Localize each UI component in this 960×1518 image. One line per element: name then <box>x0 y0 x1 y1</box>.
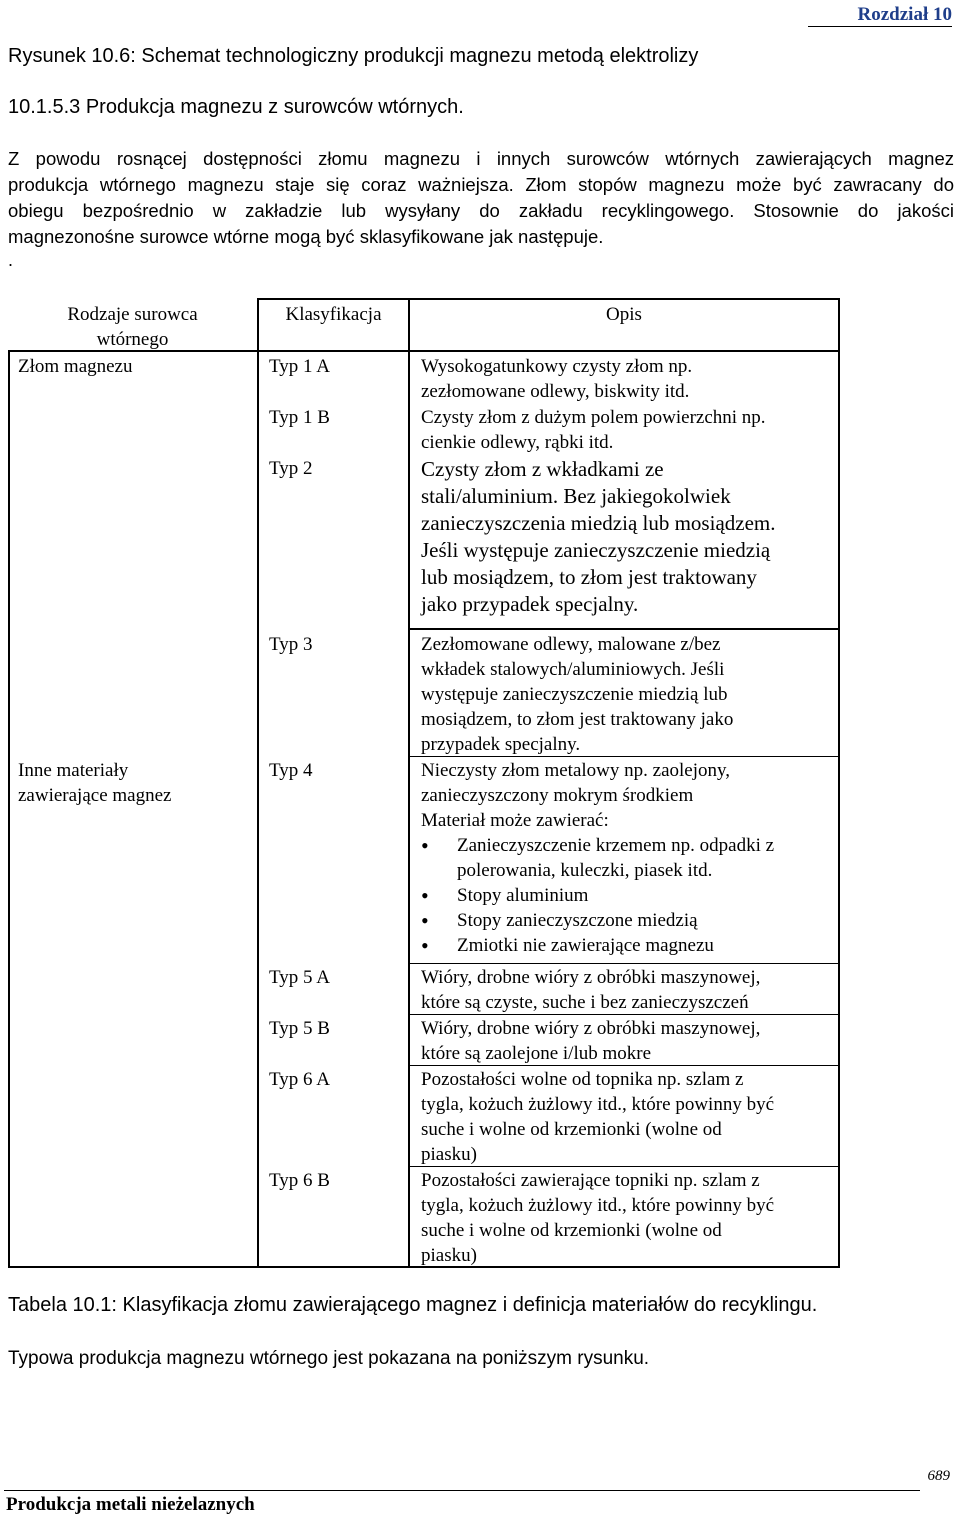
description-cell: Nieczysty złom metalowy np. zaolejony, zanieczyszczony mokrym środkiem Materiał może zawierać: • Zanieczyszczenie krzemem np. odpadki z polerowania, kuleczki, piasek itd. • Stopy aluminium • Stopy zanieczyszczone miedzią • Zmiotki nie zawierające magnezu <box>421 758 831 958</box>
closing-sentence: Typowa produkcja magnezu wtórnego jest pokazana na poniższym rysunku. <box>8 1348 650 1369</box>
figure-caption: Rysunek 10.6: Schemat technologiczny produkcji magnezu metodą elektrolizy <box>8 45 699 67</box>
description-cell: Pozostałości wolne od topnika np. szlam z tygla, kożuch żużlowy itd., które powinny być suche i wolne od krzemionki (wolne od piasku) <box>421 1069 775 1165</box>
class-cell: Typ 2 <box>269 458 313 479</box>
list-item: • Stopy aluminium <box>421 883 831 908</box>
list-item: • Zmiotki nie zawierające magnezu <box>421 933 831 958</box>
class-cell: Typ 5 B <box>269 1018 330 1039</box>
description-cell: Czysty złom z dużym polem powierzchni np. cienkie odlewy, rąbki itd. <box>421 407 766 453</box>
page-number: 689 <box>927 1468 950 1484</box>
class-cell: Typ 4 <box>269 760 313 781</box>
contents-list <box>421 833 831 958</box>
description-cell: Wióry, drobne wióry z obróbki maszynowej, które są czyste, suche i bez zanieczyszczeń <box>421 967 761 1013</box>
chapter-label: Rozdział 10 <box>808 4 952 27</box>
class-cell: Typ 5 A <box>269 967 330 988</box>
description-cell: Pozostałości zawierające topniki np. szlam z tygla, kożuch żużlowy itd., które powinny być suche i wolne od krzemionki (wolne od piasku) <box>421 1170 775 1266</box>
description-cell: Czysty złom z wkładkami ze stali/aluminium. Bez jakiegokolwiek zanieczyszczenia miedzią lub mosiądzem. Jeśli występuje zanieczyszczenie miedzią lub mosiądzem, to złom jest traktowany jako przypadek specjalny. <box>421 457 776 616</box>
class-cell: Typ 3 <box>269 634 313 655</box>
paragraph-line: magnezonośne surowce wtórne mogą być sklasyfikowane jak następuje. <box>8 226 604 247</box>
list-item: • Zanieczyszczenie krzemem np. odpadki z polerowania, kuleczki, piasek itd. <box>421 833 831 883</box>
header-classification: Klasyfikacja <box>285 304 382 325</box>
section-heading: 10.1.5.3 Produkcja magnezu z surowców wtórnych. <box>8 96 464 118</box>
footer-title: Produkcja metali nieżelaznych <box>6 1494 255 1515</box>
description-cell: Wysokogatunkowy czysty złom np. zezłomowane odlewy, biskwity itd. <box>421 356 693 402</box>
description-cell: Wióry, drobne wióry z obróbki maszynowej, które są zaolejone i/lub mokre <box>421 1018 761 1064</box>
paragraph-line: obiegu bezpośrednio w zakładzie lub wysyłany do zakładu recyklingowego. Stosownie do jakości <box>8 200 954 221</box>
list-item: • Stopy zanieczyszczone miedzią <box>421 908 831 933</box>
paragraph-line: produkcja wtórnego magnezu staje się coraz ważniejsza. Złom stopów magnezu może być zawracany do <box>8 174 954 195</box>
header-description: Opis <box>606 304 642 325</box>
footer-divider <box>4 1490 920 1491</box>
intro-paragraph <box>8 146 954 250</box>
class-cell: Typ 6 B <box>269 1170 330 1191</box>
table-caption: Tabela 10.1: Klasyfikacja złomu zawierającego magnez i definicja materiałów do recyklingu. <box>8 1294 818 1316</box>
stray-dot: . <box>8 250 14 270</box>
class-cell: Typ 1 A <box>269 356 330 377</box>
class-cell: Typ 1 B <box>269 407 330 428</box>
group-other: Inne materiały zawierające magnez <box>18 760 172 806</box>
paragraph-line: Z powodu rosnącej dostępności złomu magnezu i innych surowców wtórnych zawierających magnez <box>8 148 954 169</box>
class-cell: Typ 6 A <box>269 1069 330 1090</box>
header-type: Rodzaje surowca wtórnego <box>67 304 198 350</box>
group-scrap: Złom magnezu <box>18 356 133 377</box>
description-cell: Zezłomowane odlewy, malowane z/bez wkładek stalowych/aluminiowych. Jeśli występuje zanieczyszczenie miedzią lub mosiądzem, to złom jest traktowany jako przypadek specjalny. <box>421 634 734 755</box>
